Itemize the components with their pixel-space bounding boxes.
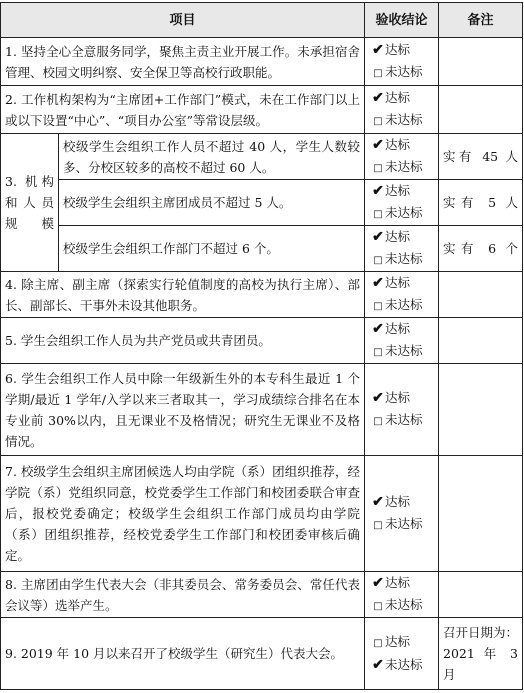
checkmark-icon[interactable]: ✔ — [372, 657, 384, 673]
remark-cell: 实有 45 人 — [439, 134, 523, 180]
checkbox-icon[interactable]: □ — [373, 116, 383, 127]
conclusion-cell — [365, 618, 439, 690]
checkbox-icon[interactable]: □ — [373, 347, 383, 358]
table-row — [1, 318, 523, 364]
checkmark-icon[interactable]: ✔ — [372, 229, 384, 245]
item-text: 6. 学生会组织工作人员中除一年级新生外的本专科生最近 1 个学期/最近 1 学年/入学以来三者取其一，学习成绩综合排名在本专业前 30%以内，且无课业不及格情况；研究生无课业不及格情况。 — [1, 364, 365, 456]
option-label: 未达标 — [385, 657, 423, 672]
item-text: 1. 坚持全心全意服务同学，聚焦主责主业开展工作。未承担宿舍管理、校园文明纠察、安全保卫等高校行政职能。 — [1, 38, 365, 86]
option-label: 未达标 — [385, 112, 423, 127]
header-row — [1, 3, 523, 38]
remark-cell — [439, 456, 523, 572]
checkmark-icon[interactable]: ✔ — [372, 42, 384, 58]
item-text: 校级学生会组织工作人员不超过 40 人，学生人数较多、分校区较多的高校不超过 60 人。 — [59, 134, 365, 180]
checkbox-icon[interactable]: □ — [373, 255, 383, 266]
remark-cell — [439, 272, 523, 318]
conclusion-cell — [365, 364, 439, 456]
option-fail[interactable] — [371, 654, 434, 676]
option-pass[interactable] — [371, 318, 434, 340]
option-fail[interactable] — [371, 248, 434, 271]
checklist-table — [0, 2, 523, 690]
table-row — [1, 226, 523, 272]
option-label: 达标 — [385, 229, 411, 244]
option-label: 未达标 — [385, 597, 423, 612]
option-label: 达标 — [385, 90, 411, 105]
remark-cell — [439, 38, 523, 86]
option-fail[interactable] — [371, 294, 434, 317]
option-pass[interactable] — [371, 491, 434, 513]
header-remark: 备注 — [439, 3, 523, 38]
table-row — [1, 180, 523, 226]
checkmark-icon[interactable]: ✔ — [372, 390, 384, 406]
option-pass[interactable] — [371, 631, 434, 654]
option-pass[interactable] — [371, 387, 434, 409]
checkbox-icon[interactable]: □ — [373, 520, 383, 531]
table-row — [1, 134, 523, 180]
option-label: 达标 — [385, 494, 411, 509]
item-text: 5. 学生会组织工作人员为共产党员或共青团员。 — [1, 318, 365, 364]
table-row — [1, 38, 523, 86]
conclusion-cell — [365, 134, 439, 180]
remark-cell — [439, 318, 523, 364]
conclusion-cell — [365, 456, 439, 572]
option-pass[interactable] — [371, 134, 434, 156]
table-row — [1, 456, 523, 572]
conclusion-cell — [365, 272, 439, 318]
option-pass[interactable] — [371, 87, 434, 109]
option-label: 达标 — [385, 275, 411, 290]
option-label: 达标 — [385, 183, 411, 198]
option-fail[interactable] — [371, 61, 434, 84]
option-label: 未达标 — [385, 159, 423, 174]
checkbox-icon[interactable]: □ — [373, 163, 383, 174]
option-pass[interactable] — [371, 226, 434, 248]
option-label: 未达标 — [385, 343, 423, 358]
option-pass[interactable] — [371, 272, 434, 294]
item-text: 9. 2019 年 10 月以来召开了校级学生（研究生）代表大会。 — [1, 618, 365, 690]
checkmark-icon[interactable]: ✔ — [372, 275, 384, 291]
option-label: 未达标 — [385, 516, 423, 531]
item-text: 4. 除主席、副主席（探索实行轮值制度的高校为执行主席）、部长、副部长、干事外未设其他职务。 — [1, 272, 365, 318]
checkmark-icon[interactable]: ✔ — [372, 494, 384, 510]
option-fail[interactable] — [371, 594, 434, 617]
option-label: 未达标 — [385, 412, 423, 427]
option-label: 达标 — [385, 575, 411, 590]
option-fail[interactable] — [371, 513, 434, 536]
header-item: 项目 — [1, 3, 365, 38]
checkbox-icon[interactable]: □ — [373, 416, 383, 427]
table-row — [1, 86, 523, 134]
option-label: 达标 — [385, 634, 411, 649]
option-label: 达标 — [385, 42, 411, 57]
table-row — [1, 618, 523, 690]
item-text: 校级学生会组织主席团成员不超过 5 人。 — [59, 180, 365, 226]
option-label: 未达标 — [385, 205, 423, 220]
conclusion-cell — [365, 572, 439, 618]
option-label: 未达标 — [385, 64, 423, 79]
remark-cell: 实有 5 人 — [439, 180, 523, 226]
checkmark-icon[interactable]: ✔ — [372, 90, 384, 106]
option-label: 未达标 — [385, 251, 423, 266]
remark-cell — [439, 364, 523, 456]
option-label: 达标 — [385, 137, 411, 152]
remark-cell — [439, 572, 523, 618]
conclusion-cell — [365, 226, 439, 272]
table-row — [1, 272, 523, 318]
option-label: 未达标 — [385, 297, 423, 312]
option-fail[interactable] — [371, 340, 434, 363]
conclusion-cell — [365, 318, 439, 364]
item-text: 校级学生会组织工作部门不超过 6 个。 — [59, 226, 365, 272]
option-fail[interactable] — [371, 109, 434, 132]
category-cell: 3. 机构和人员规模 — [1, 134, 59, 272]
option-fail[interactable] — [371, 409, 434, 432]
checkmark-icon[interactable]: ✔ — [372, 183, 384, 199]
remark-cell — [439, 86, 523, 134]
checkbox-icon[interactable]: □ — [373, 638, 383, 649]
option-fail[interactable] — [371, 202, 434, 225]
checkbox-icon[interactable]: □ — [373, 601, 383, 612]
checkmark-icon[interactable]: ✔ — [372, 575, 384, 591]
option-label: 达标 — [385, 321, 411, 336]
checkbox-icon[interactable]: □ — [373, 301, 383, 312]
item-text: 2. 工作机构架构为“主席团+工作部门”模式，未在工作部门以上或以下设置“中心”、“项目办公室”等常设层级。 — [1, 86, 365, 134]
option-label: 达标 — [385, 390, 411, 405]
header-conclusion: 验收结论 — [365, 3, 439, 38]
conclusion-cell — [365, 180, 439, 226]
checkmark-icon[interactable]: ✔ — [372, 321, 384, 337]
option-pass[interactable] — [371, 39, 434, 61]
remark-cell: 召开日期为：2021 年 3 月 — [439, 618, 523, 690]
item-text: 8. 主席团由学生代表大会（非其委员会、常务委员会、常任代表会议等）选举产生。 — [1, 572, 365, 618]
option-pass[interactable] — [371, 180, 434, 202]
table-row — [1, 572, 523, 618]
checkbox-icon[interactable]: □ — [373, 209, 383, 220]
conclusion-cell — [365, 38, 439, 86]
option-pass[interactable] — [371, 572, 434, 594]
table-row — [1, 364, 523, 456]
conclusion-cell — [365, 86, 439, 134]
checkbox-icon[interactable]: □ — [373, 68, 383, 79]
option-fail[interactable] — [371, 156, 434, 179]
remark-cell: 实有 6 个 — [439, 226, 523, 272]
checkmark-icon[interactable]: ✔ — [372, 137, 384, 153]
item-text: 7. 校级学生会组织主席团候选人均由学院（系）团组织推荐，经学院（系）党组织同意，校党委学生工作部门和校团委联合审查后，报校党委确定；校级学生会组织工作部门成员均由学院（系）团组织推荐，经校党委学生工作部门和校团委审核后确定。 — [1, 456, 365, 572]
